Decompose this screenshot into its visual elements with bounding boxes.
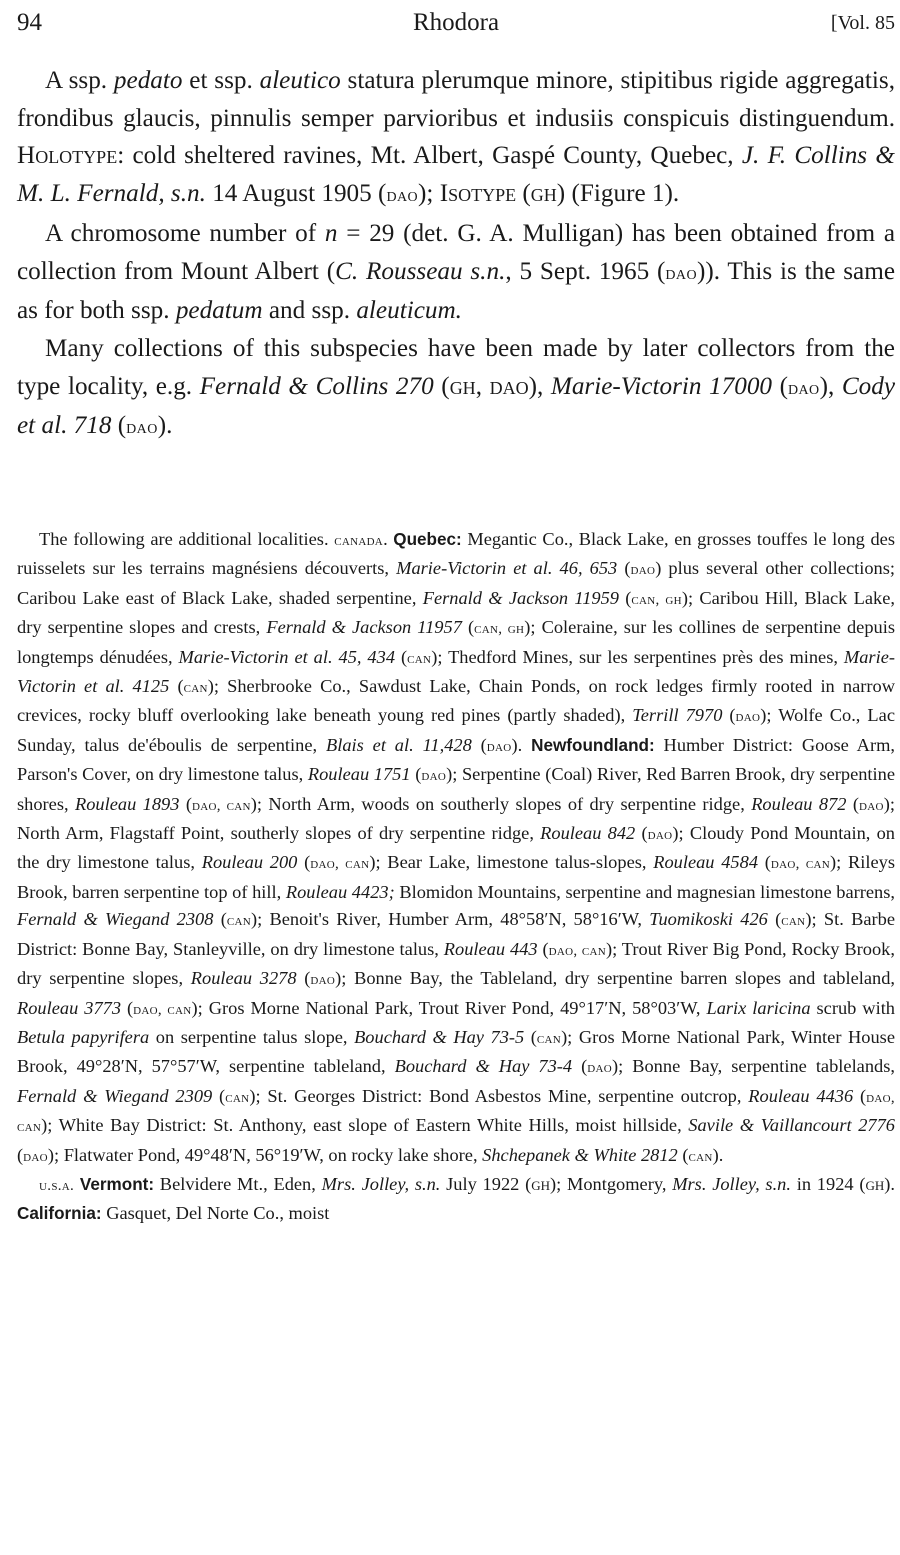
text-run: ); St. Georges District: Bond Asbestos Mine, serpentine outcrop, — [249, 1085, 749, 1106]
italic-run: Rouleau 1751 — [307, 764, 411, 785]
text-run: ( — [297, 852, 311, 873]
text-run: ); Rileys Brook, barren serpentine top of hill, — [17, 852, 895, 902]
text-run: ( — [524, 1026, 537, 1047]
page — [17, 0, 895, 1555]
italic-run: Marie-Victorin et al. 46, 653 — [396, 558, 618, 579]
text-run: ); Benoit's River, Humber Arm, 48°58′N, 58°16′W, — [250, 909, 650, 930]
bold-run: Newfoundland: — [531, 735, 655, 755]
text-run: ). — [884, 1173, 895, 1194]
text-run: ( — [758, 852, 771, 873]
text-run: and ssp. — [262, 297, 357, 325]
text-run: ( — [677, 1144, 689, 1165]
italic-run: pedatum — [175, 297, 263, 325]
smallcaps-run: u.s.a. — [39, 1177, 75, 1194]
text-run: ); Thedford Mines, sur les serpentines près des mines, — [431, 646, 844, 667]
smallcaps-run: Holotype — [17, 142, 118, 170]
italic-run: Rouleau 872 — [751, 793, 847, 814]
text-run: ); Cloudy Pond Mountain, on the dry limestone talus, — [17, 823, 895, 873]
volume-label: [Vol. 85 — [830, 12, 895, 34]
smallcaps-run: gh — [531, 1173, 551, 1194]
smallcaps-run: dao — [421, 768, 447, 785]
text-run: ( — [395, 646, 408, 667]
text-run: ( — [212, 1085, 226, 1106]
text-run: ( — [213, 909, 227, 930]
text-run: ); Flatwater Pond, 49°48′N, 56°19′W, on rocky lake shore, — [47, 1144, 483, 1165]
text-run: ( — [619, 587, 632, 608]
italic-run: Betula papyrifera — [17, 1026, 150, 1047]
body-paragraph — [17, 330, 895, 447]
bold-run: California: — [17, 1204, 102, 1224]
text-run: ( — [169, 676, 184, 697]
text-run: A ssp. — [45, 67, 114, 94]
text-run: ); Bonne Bay, serpentine tablelands, — [611, 1056, 895, 1077]
smallcaps-run: gh — [530, 180, 557, 208]
smallcaps-run: dao — [787, 376, 820, 399]
italic-run: n — [324, 219, 338, 247]
smallcaps-run: can, gh — [631, 591, 682, 608]
text-run: ( — [516, 180, 531, 208]
text-run: )). This is the same as for both ssp. — [17, 257, 895, 325]
italic-run: Terrill 7970 — [632, 705, 723, 726]
text-run: 14 August 1905 ( — [205, 180, 387, 208]
text-run: ( — [433, 372, 450, 400]
text-run: Gasquet, Del Norte Co., moist — [101, 1203, 330, 1224]
text-run: ); North Arm, Flagstaff Point, southerly slopes of dry serpentine ridge, — [17, 793, 895, 844]
text-run: ); Coleraine, sur les collines de serpentine depuis longtemps dénudées, — [17, 617, 896, 667]
text-run: Megantic Co., Black Lake, en grosses touffes le long des ruisselets sur les terrains magnésiens découverts, — [17, 529, 896, 579]
smallcaps-run: can — [226, 913, 251, 930]
text-run: in 1924 ( — [790, 1173, 866, 1194]
italic-run: Tuomikoski 426 — [649, 909, 768, 930]
smallcaps-run: dao — [665, 261, 697, 284]
text-run: ); Bear Lake, limestone talus-slopes, — [369, 852, 654, 873]
text-run: ), — [528, 372, 551, 400]
smallcaps-run: can — [536, 1030, 562, 1047]
text-run: = 29 (det. G. A. Mulligan) has been obtained from a collection from Mount Albert ( — [17, 219, 895, 285]
smallcaps-run: can — [407, 650, 432, 667]
text-run: ) (Figure 1). — [556, 180, 680, 208]
smallcaps-run: dao — [630, 562, 656, 579]
text-run: Many collections of this subspecies have been made by later collectors from the type locality, e.g. — [17, 334, 895, 400]
text-run: ( — [617, 558, 631, 579]
italic-run: C. Rousseau s.n. — [335, 257, 506, 285]
specimen-list — [17, 526, 895, 1228]
specimen-paragraph — [17, 1171, 895, 1228]
smallcaps-run: dao — [310, 972, 336, 989]
body-paragraph — [17, 62, 895, 215]
text-run: ( — [772, 372, 788, 400]
italic-run: Mrs. Jolley, s.n. — [321, 1173, 441, 1194]
smallcaps-run: dao — [23, 1148, 48, 1165]
text-run: ( — [853, 1085, 867, 1106]
italic-run: Shchepanek & White 2812 — [482, 1144, 678, 1165]
specimen-paragraph — [17, 526, 895, 1171]
italic-run: aleutico — [259, 67, 341, 94]
text-run: Humber District: Goose Arm, Parson's Cover, on dry limestone talus, — [17, 734, 895, 785]
text-run: : cold sheltered ravines, Mt. Albert, Gaspé County, Quebec, — [117, 142, 742, 170]
smallcaps-run: dao, can — [17, 1089, 895, 1136]
text-run: ( — [471, 734, 487, 755]
text-run: ); North Arm, woods on southerly slopes of dry serpentine ridge, — [250, 793, 752, 814]
smallcaps-run: dao — [587, 1060, 612, 1077]
smallcaps-run: dao, can — [133, 1001, 192, 1018]
text-run: et ssp. — [182, 67, 260, 94]
italic-run: Fernald & Jackson 11957 — [266, 617, 462, 638]
italic-run: Fernald & Wiegand 2308 — [17, 909, 214, 930]
text-run: ( — [722, 705, 736, 726]
italic-run: Rouleau 842 — [540, 823, 636, 844]
page-number: 94 — [17, 9, 42, 36]
smallcaps-run: dao, can — [548, 942, 606, 959]
smallcaps-run: dao, can — [191, 797, 251, 814]
italic-run: Marie-Victorin et al. 45, 434 — [178, 646, 396, 667]
italic-run: Marie-Victorin et al. 4125 — [17, 646, 895, 697]
text-run: statura plerumque minore, stipitibus rigide aggregatis, frondibus glaucis, pinnulis semper parvioribus et indusiis conspicuis distinguendum. — [17, 67, 896, 132]
running-header — [17, 6, 895, 40]
smallcaps-run: can — [225, 1089, 250, 1106]
text-run: ( — [572, 1056, 588, 1077]
text-run: ); St. Barbe District: Bonne Bay, Stanleyville, on dry limestone talus, — [17, 909, 895, 959]
smallcaps-run: can — [183, 680, 208, 697]
text-run: ). — [712, 1144, 724, 1165]
text-run: ( — [179, 793, 192, 814]
italic-run: Rouleau 4584 — [653, 852, 759, 873]
italic-run: Savile & Vaillancourt 2776 — [688, 1115, 895, 1136]
text-run: ); Wolfe Co., Lac Sunday, talus de'éboulis de serpentine, — [17, 705, 895, 755]
italic-run: Cody et al. 718 — [17, 372, 895, 440]
text-run: ( — [461, 617, 475, 638]
italic-run: Mrs. Jolley, s.n. — [672, 1173, 791, 1194]
text-run: ); Montgomery, — [550, 1173, 673, 1194]
main-text — [17, 62, 895, 447]
smallcaps-run: can — [781, 913, 806, 930]
smallcaps-run: dao — [735, 709, 761, 726]
text-run: ( — [410, 764, 422, 785]
italic-run: Rouleau 3773 — [17, 997, 122, 1018]
text-run: The following are additional localities. — [39, 529, 335, 549]
italic-run: Fernald & Wiegand 2309 — [17, 1085, 213, 1106]
text-run: , 5 Sept. 1965 ( — [505, 257, 666, 285]
italic-run: Bouchard & Hay 73-4 — [394, 1056, 573, 1077]
text-run: ( — [111, 412, 127, 440]
text-run: ); Caribou Hill, Black Lake, dry serpentine slopes and crests, — [17, 587, 895, 638]
text-run: ); Trout River Big Pond, Rocky Brook, dry serpentine slopes, — [17, 938, 895, 989]
italic-run: J. F. Collins & M. L. Fernald, s.n. — [17, 142, 895, 208]
italic-run: Blais et al. 11,428 — [325, 734, 472, 755]
italic-run: Marie-Victorin 17000 — [550, 372, 773, 400]
text-run: ( — [635, 823, 648, 844]
text-run: ); Serpentine (Coal) River, Red Barren Brook, dry serpentine shores, — [17, 764, 896, 814]
body-paragraph — [17, 215, 895, 330]
text-run: ). — [511, 734, 532, 755]
text-run: A chromosome number of — [45, 219, 325, 247]
smallcaps-run: dao, can — [770, 856, 831, 873]
italic-run: Fernald & Jackson 11959 — [422, 587, 619, 608]
italic-run: Rouleau 200 — [201, 852, 298, 873]
text-run: , — [475, 372, 490, 400]
smallcaps-run: dao — [647, 827, 673, 844]
smallcaps-run: dao — [859, 797, 884, 814]
text-run: ); — [418, 180, 440, 208]
italic-run: pedato — [113, 67, 183, 94]
text-run: Blomidon Mountains, serpentine and magnesian limestone barrens, — [394, 881, 896, 902]
italic-run: Rouleau 4423; — [285, 881, 395, 902]
text-run: ); Gros Morne National Park, Trout River Pond, 49°17′N, 58°03′W, — [191, 997, 707, 1018]
text-run: ( — [296, 968, 311, 989]
smallcaps-run: canada — [334, 533, 384, 549]
italic-run: aleuticum. — [356, 297, 462, 325]
smallcaps-run: gh — [865, 1173, 885, 1194]
smallcaps-run: gh — [449, 372, 476, 400]
smallcaps-run: dao — [386, 184, 419, 207]
bold-run: Quebec: — [393, 530, 462, 549]
text-run: ( — [537, 938, 549, 959]
text-run: ( — [767, 909, 782, 930]
text-run: scrub with — [810, 997, 895, 1018]
smallcaps-run: dao — [486, 738, 512, 755]
text-run: ); Sherbrooke Co., Sawdust Lake, Chain Ponds, on rock ledges firmly rooted in narrow crevices, rocky bluff overlooking lake beneath young red pines (partly shaded), — [17, 676, 895, 726]
text-run: ); Gros Morne National Park, Winter House Brook, 49°28′N, 57°57′W, serpentine tableland, — [17, 1026, 895, 1077]
smallcaps-run: dao, can — [310, 856, 370, 873]
smallcaps-run: dao — [126, 416, 158, 439]
text-run: ); White Bay District: St. Anthony, east slope of Eastern White Hills, moist hillside, — [41, 1115, 689, 1136]
italic-run: Fernald & Collins 270 — [199, 372, 434, 400]
text-run: ); Bonne Bay, the Tableland, dry serpentine barren slopes and tableland, — [335, 968, 895, 989]
text-run: Belvidere Mt., Eden, — [154, 1173, 322, 1194]
text-run: ( — [17, 1144, 24, 1165]
journal-title: Rhodora — [412, 9, 500, 36]
italic-run: Bouchard & Hay 73-5 — [354, 1026, 525, 1047]
italic-run: Rouleau 443 — [443, 938, 538, 959]
smallcaps-run: can — [688, 1148, 713, 1165]
smallcaps-run: dao — [489, 372, 529, 400]
italic-run: Rouleau 3278 — [190, 968, 297, 989]
text-run: . — [383, 529, 394, 549]
text-run: ). — [157, 412, 173, 440]
text-run: ( — [846, 793, 860, 814]
smallcaps-run: can, gh — [474, 621, 525, 638]
bold-run: Vermont: — [79, 1174, 155, 1194]
italic-run: Rouleau 1893 — [74, 793, 180, 814]
text-run: ), — [819, 372, 842, 400]
italic-run: Rouleau 4436 — [748, 1085, 854, 1106]
text-run: ) plus several other collections; Caribou Lake east of Black Lake, shaded serpentine, — [17, 558, 895, 608]
smallcaps-run: Isotype — [439, 180, 517, 208]
text-run: on serpentine talus slope, — [149, 1026, 355, 1047]
text-run: ( — [121, 997, 134, 1018]
italic-run: Larix laricina — [706, 997, 811, 1018]
text-run: July 1922 ( — [440, 1173, 532, 1194]
